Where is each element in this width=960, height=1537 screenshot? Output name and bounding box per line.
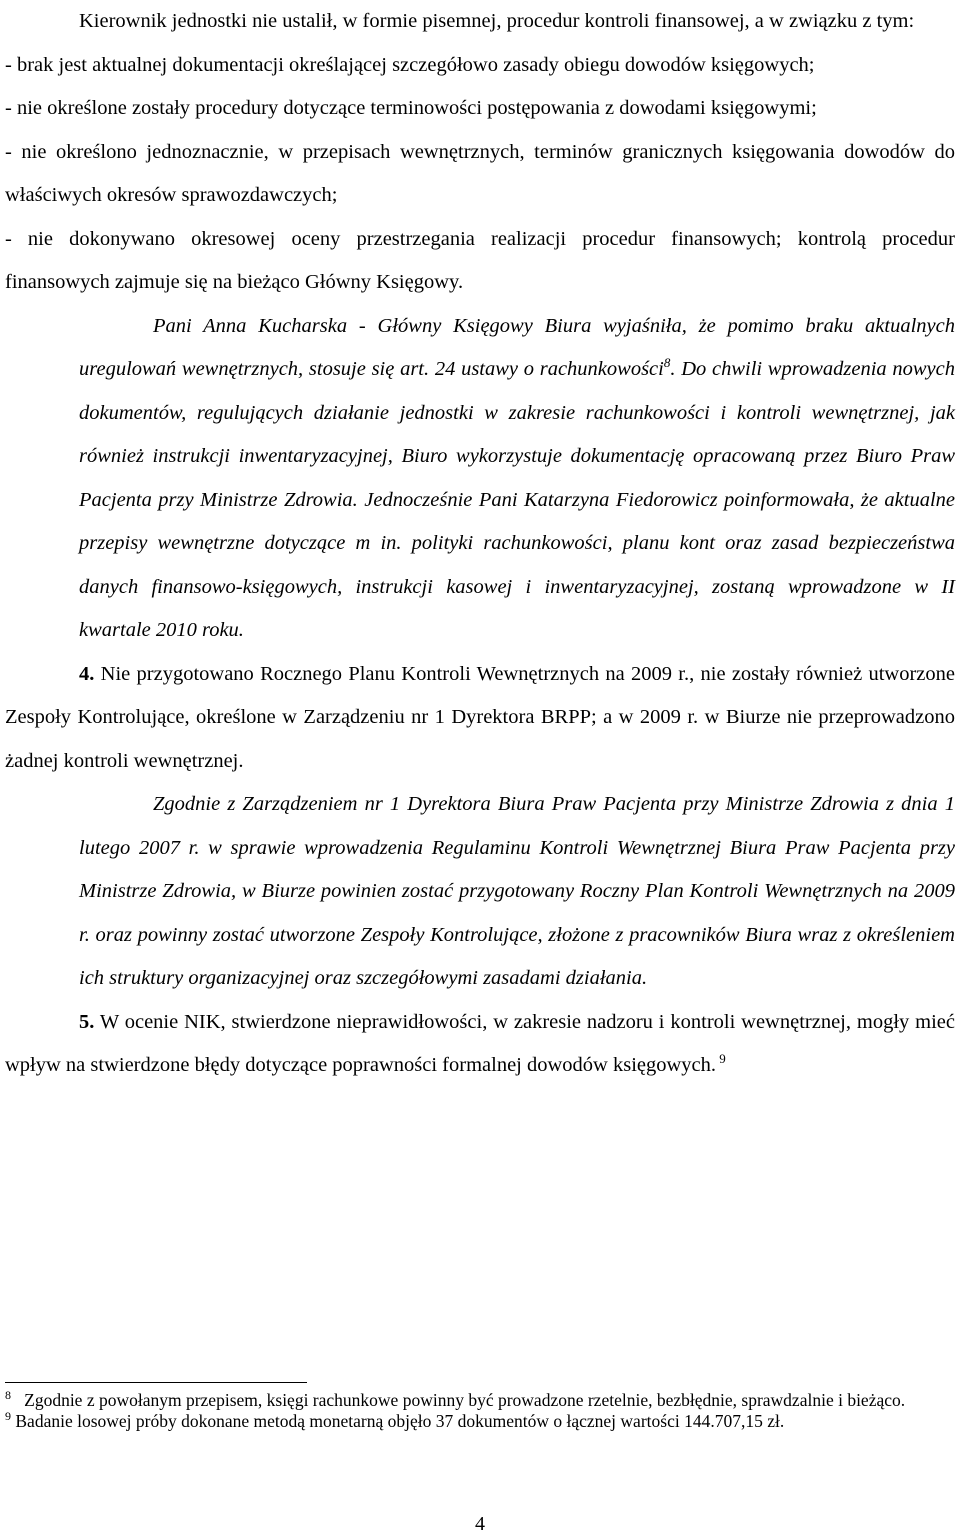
footnotes bbox=[5, 1390, 955, 1432]
paragraph-5-text: W ocenie NIK, stwierdzone nieprawidłowości, w zakresie nadzoru i kontroli wewnętrznej, mogły mieć wpływ na stwierdzone błędy dotyczące poprawności formalnej dowodów księgowych. bbox=[5, 1010, 955, 1076]
footnote-8 bbox=[5, 1390, 955, 1411]
paragraph-intro: Kierownik jednostki nie ustalił, w formie pisemnej, procedur kontroli finansowej, a w związku z tym: bbox=[79, 10, 915, 32]
footnote-9-text: Badanie losowej próby dokonane metodą monetarną objęło 37 dokumentów o łącznej wartości 144.707,15 zł. bbox=[15, 1411, 785, 1431]
paragraph-4-text: Nie przygotowano Rocznego Planu Kontroli Wewnętrznych na 2009 r., nie zostały również utworzone Zespoły Kontrolujące, określone w Zarządzeniu nr 1 Dyrektora BRPP; a w 2009 r. w Biurze nie przeprowadzono żadnej kontroli wewnętrznej. bbox=[5, 662, 955, 772]
regulation-paragraph: Zgodnie z Zarządzeniem nr 1 Dyrektora Biura Praw Pacjenta przy Ministrze Zdrowia z dnia 1 lutego 2007 r. w sprawie wprowadzenia Regulaminu Kontroli Wewnętrznej Biura Praw Pacjenta przy Ministrze Zdrowia, w Biurze powinien zostać przygotowany Roczny Plan Kontroli Wewnętrznych na 2009 r. oraz powinny zostać utworzone Zespoły Kontrolujące, złożone z pracowników Biura wraz z określeniem ich struktury organizacyjnej oraz szczegółowymi zasadami działania. bbox=[79, 793, 955, 989]
explanation-block bbox=[5, 305, 955, 653]
explanation-text-a: Pani Anna Kucharska - Główny Księgowy Biura wyjaśniła, że pomimo braku aktualnych uregulowań wewnętrznych, stosuje się art. 24 ustawy o rachunkowości bbox=[79, 314, 955, 380]
bullet-2: - nie określone zostały procedury dotyczące terminowości postępowania z dowodami księgowymi; bbox=[5, 97, 817, 119]
paragraph-4-number: 4. bbox=[79, 662, 95, 685]
footnote-9-mark: 9 bbox=[5, 1409, 11, 1424]
regulation-block bbox=[5, 783, 955, 1001]
bullet-1: - brak jest aktualnej dokumentacji określającej szczegółowo zasady obiegu dowodów księgowych; bbox=[5, 53, 815, 76]
bullet-4: - nie dokonywano okresowej oceny przestrzegania realizacji procedur finansowych; kontrolą procedur finansowych zajmuje się na bieżąco Główny Księgowy. bbox=[5, 227, 955, 293]
footnote-9 bbox=[5, 1411, 955, 1432]
paragraph-4 bbox=[5, 653, 955, 784]
footnote-8-text: Zgodnie z powołanym przepisem, księgi rachunkowe powinny być prowadzone rzetelnie, bezbłędnie, sprawdzalnie i bieżąco. bbox=[24, 1390, 906, 1410]
paragraph-5-number: 5. bbox=[79, 1010, 95, 1033]
explanation-text-b: . Do chwili wprowadzenia nowych dokumentów, regulujących działanie jednostki w zakresie rachunkowości i kontroli wewnętrznej, jak również instrukcji inwentaryzacyjnej, Biuro wykorzystuje dokumentację opracowaną przez Biuro Praw Pacjenta przy Ministrze Zdrowia. Jednocześnie Pani Katarzyna Fiedorowicz poinformowała, że aktualne przepisy wewnętrzne dotyczące m in. polityki rachunkowości, planu kont oraz zasad bezpieczeństwa danych finansowo-księgowych, instrukcji kasowej i inwentaryzacyjnej, zostaną wprowadzone w II kwartale 2010 roku. bbox=[79, 358, 955, 641]
footnote-ref-9: 9 bbox=[716, 1051, 726, 1067]
bullet-3: - nie określono jednoznacznie, w przepisach wewnętrznych, terminów granicznych księgowania dowodów do właściwych okresów sprawozdawczych; bbox=[5, 140, 955, 206]
explanation-paragraph bbox=[79, 305, 955, 653]
footnote-separator bbox=[5, 1382, 307, 1383]
page-number: 4 bbox=[475, 1513, 485, 1535]
paragraph-5 bbox=[5, 1001, 955, 1088]
footnote-8-mark: 8 bbox=[5, 1388, 11, 1403]
footnote-ref-8: 8 bbox=[663, 355, 671, 371]
main-text bbox=[5, 0, 955, 1088]
